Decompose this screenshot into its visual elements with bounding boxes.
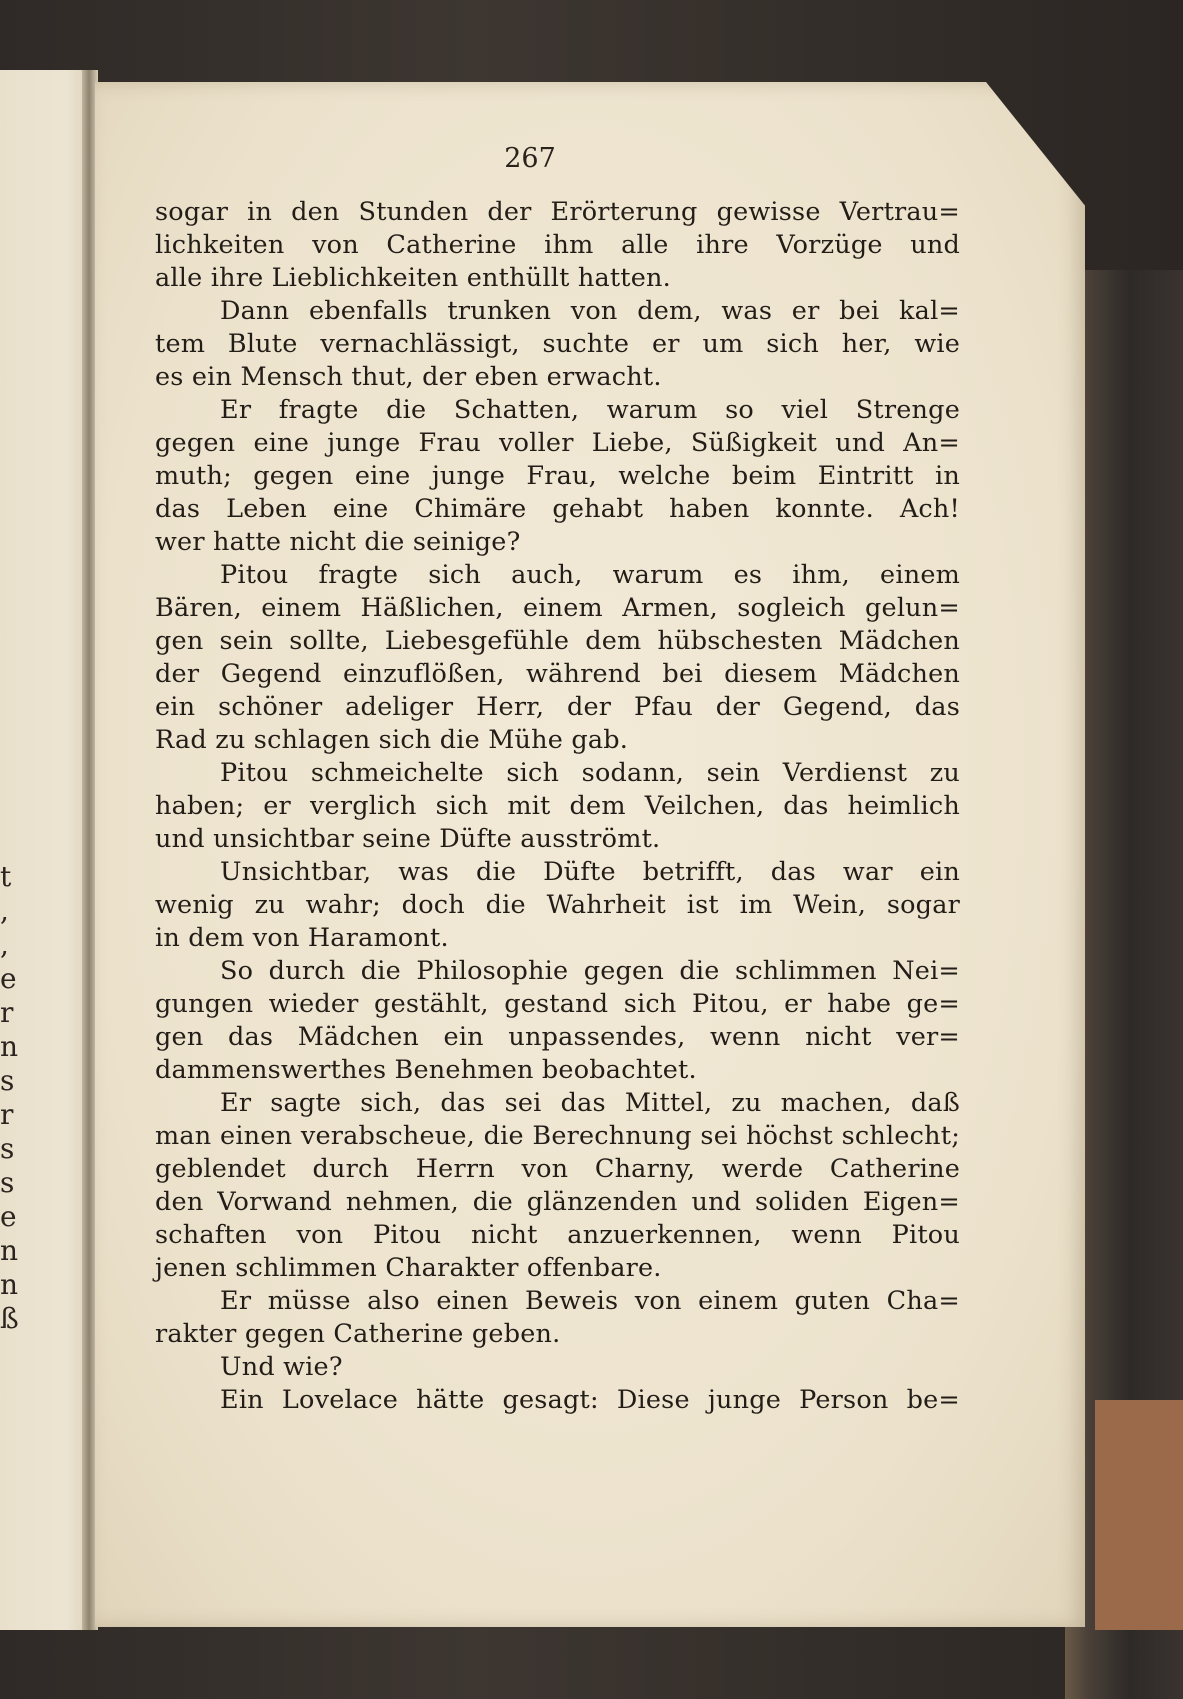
text-line: lichkeiten von Catherine ihm alle ihre Vorzüge und: [155, 230, 960, 260]
left-page-margin-char: t: [0, 860, 12, 893]
left-page-margin-char: ,: [0, 894, 9, 927]
text-line: Rad zu schlagen sich die Mühe gab.: [155, 725, 629, 755]
left-page-margin-char: e: [0, 962, 17, 995]
text-line: sogar in den Stunden der Erörterung gewisse Vertrau=: [155, 197, 960, 227]
text-line: Pitou schmeichelte sich sodann, sein Verdienst zu: [220, 758, 960, 788]
page-body-text: [155, 196, 960, 1417]
text-line: der Gegend einzuflößen, während bei diesem Mädchen: [155, 659, 960, 689]
text-line: Er müsse also einen Beweis von einem guten Cha=: [220, 1286, 960, 1316]
text-line: wer hatte nicht die seinige?: [155, 527, 521, 557]
text-line: und unsichtbar seine Düfte ausströmt.: [155, 824, 661, 854]
text-line: wenig zu wahr; doch die Wahrheit ist im Wein, sogar: [155, 890, 960, 920]
text-line: den Vorwand nehmen, die glänzenden und soliden Eigen=: [155, 1187, 960, 1217]
text-line: haben; er verglich sich mit dem Veilchen, das heimlich: [155, 791, 960, 821]
text-line: alle ihre Lieblichkeiten enthüllt hatten.: [155, 263, 671, 293]
left-page-margin-char: r: [0, 1098, 14, 1131]
left-page-margin-char: n: [0, 1030, 19, 1063]
left-page-margin-char: ß: [0, 1302, 19, 1335]
text-line: Er fragte die Schatten, warum so viel Strenge: [220, 395, 960, 425]
left-page: [0, 70, 95, 1630]
text-line: Pitou fragte sich auch, warum es ihm, einem: [220, 560, 960, 590]
page-number: 267: [504, 143, 556, 174]
text-line: rakter gegen Catherine geben.: [155, 1319, 561, 1349]
left-page-margin-char: r: [0, 996, 14, 1029]
text-line: in dem von Haramont.: [155, 923, 449, 953]
left-page-margin-char: n: [0, 1268, 19, 1301]
text-line: man einen verabscheue, die Berechnung sei höchst schlecht;: [155, 1121, 960, 1151]
text-line: es ein Mensch thut, der eben erwacht.: [155, 362, 662, 392]
text-line: Er sagte sich, das sei das Mittel, zu machen, daß: [220, 1088, 960, 1118]
left-page-margin-char: ,: [0, 928, 9, 961]
text-line: ein schöner adeliger Herr, der Pfau der Gegend, das: [155, 692, 960, 722]
text-line: das Leben eine Chimäre gehabt haben konnte. Ach!: [155, 494, 960, 524]
text-line: gen sein sollte, Liebesgefühle dem hübschesten Mädchen: [155, 626, 960, 656]
left-page-margin-char: e: [0, 1200, 17, 1233]
text-line: gegen eine junge Frau voller Liebe, Süßigkeit und An=: [155, 428, 960, 458]
text-line: schaften von Pitou nicht anzuerkennen, wenn Pitou: [155, 1220, 960, 1250]
text-line: Und wie?: [220, 1352, 343, 1382]
text-line: Dann ebenfalls trunken von dem, was er bei kal=: [220, 296, 960, 326]
text-line: tem Blute vernachlässigt, suchte er um sich her, wie: [155, 329, 960, 359]
text-line: geblendet durch Herrn von Charny, werde Catherine: [155, 1154, 960, 1184]
text-line: gungen wieder gestählt, gestand sich Pitou, er habe ge=: [155, 989, 960, 1019]
text-line: So durch die Philosophie gegen die schlimmen Nei=: [220, 956, 960, 986]
book-cover-corner: [1095, 1400, 1183, 1630]
text-line: Unsichtbar, was die Düfte betrifft, das war ein: [220, 857, 960, 887]
text-line: gen das Mädchen ein unpassendes, wenn nicht ver=: [155, 1022, 960, 1052]
text-line: muth; gegen eine junge Frau, welche beim Eintritt in: [155, 461, 960, 491]
left-page-margin-text: [0, 860, 30, 1520]
text-line: dammenswerthes Benehmen beobachtet.: [155, 1055, 697, 1085]
text-line: Bären, einem Häßlichen, einem Armen, sogleich gelun=: [155, 593, 960, 623]
left-page-margin-char: s: [0, 1166, 15, 1199]
left-page-margin-char: n: [0, 1234, 19, 1267]
text-line: jenen schlimmen Charakter offenbare.: [155, 1253, 662, 1283]
left-page-margin-char: s: [0, 1132, 15, 1165]
text-line: Ein Lovelace hätte gesagt: Diese junge Person be=: [220, 1385, 960, 1415]
left-page-margin-char: s: [0, 1064, 15, 1097]
